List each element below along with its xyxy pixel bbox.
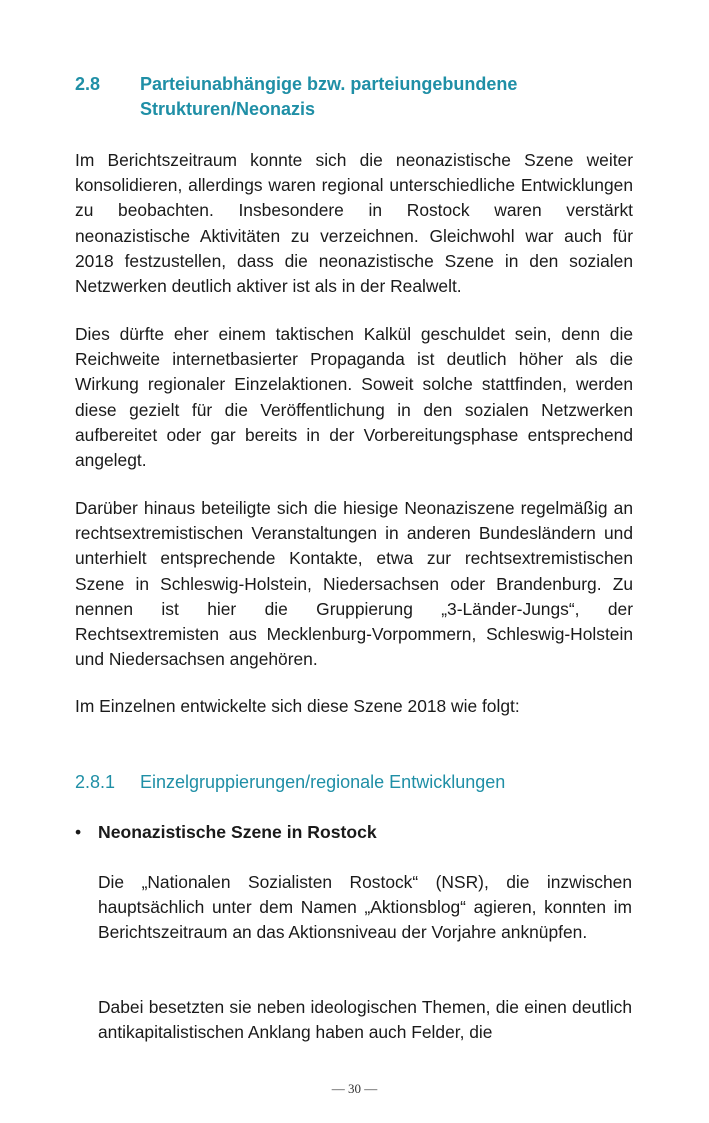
- paragraph-3: Darüber hinaus beteiligte sich die hiesige Neonaziszene regelmäßig an rechtsextremistischen Veranstaltungen in anderen Bundesländern und unterhielt entsprechende Kontakte, etwa zur rechtsextremistischen Szene in Schleswig-Holstein, Niedersachsen oder Brandenburg. Zu nennen ist hier die Gruppierung „3-Länder-Jungs“, der Rechtsextremisten aus Mecklenburg-Vorpommern, Schleswig-Holstein und Niedersachsen angehören.: [75, 498, 633, 670]
- bullet-heading-label: Neonazistische Szene in Rostock: [98, 822, 377, 842]
- bullet-marker: •: [75, 822, 82, 842]
- page-number: — 30 —: [331, 1081, 378, 1096]
- subsection-title: Einzelgruppierungen/regionale Entwicklungen: [140, 772, 506, 792]
- section-title: Parteiunabhängige bzw. parteiungebundene Strukturen/Neonazis: [140, 74, 518, 119]
- paragraph-4: Im Einzelnen entwickelte sich diese Szene 2018 wie folgt:: [75, 696, 520, 716]
- section-number: 2.8: [75, 74, 101, 94]
- paragraph-2: Dies dürfte eher einem taktischen Kalkül geschuldet sein, denn die Reichweite internetbasierter Propaganda ist deutlich höher als die Wirkung regionaler Einzelaktionen. Soweit solche stattfinden, werden diese gezielt für die Veröffentlichung in den sozialen Netzwerken aufbereitet oder gar bereits in der Vorbereitungsphase entsprechend angelegt.: [75, 324, 633, 471]
- subsection-number: 2.8.1: [75, 772, 116, 792]
- bullet-paragraph-2: Dabei besetzten sie neben ideologischen Themen, die einen deutlich antikapitalistischen Anklang haben auch Felder, die: [98, 997, 632, 1043]
- bullet-paragraph-1: Die „Nationalen Sozialisten Rostock“ (NSR), die inzwischen hauptsächlich unter dem Namen „Aktionsblog“ agieren, konnten im Berichtszeitraum an das Aktionsniveau der Vorjahre anknüpfen.: [98, 872, 632, 943]
- paragraph-1: Im Berichtszeitraum konnte sich die neonazistische Szene weiter konsolidieren, allerdings waren regional unterschiedliche Entwicklungen zu beobachten. Insbesondere in Rostock waren verstärkt neonazistische Aktivitäten zu verzeichnen. Gleichwohl war auch für 2018 festzustellen, dass die neonazistische Szene in den sozialen Netzwerken deutlich aktiver ist als in der Realwelt.: [75, 150, 633, 297]
